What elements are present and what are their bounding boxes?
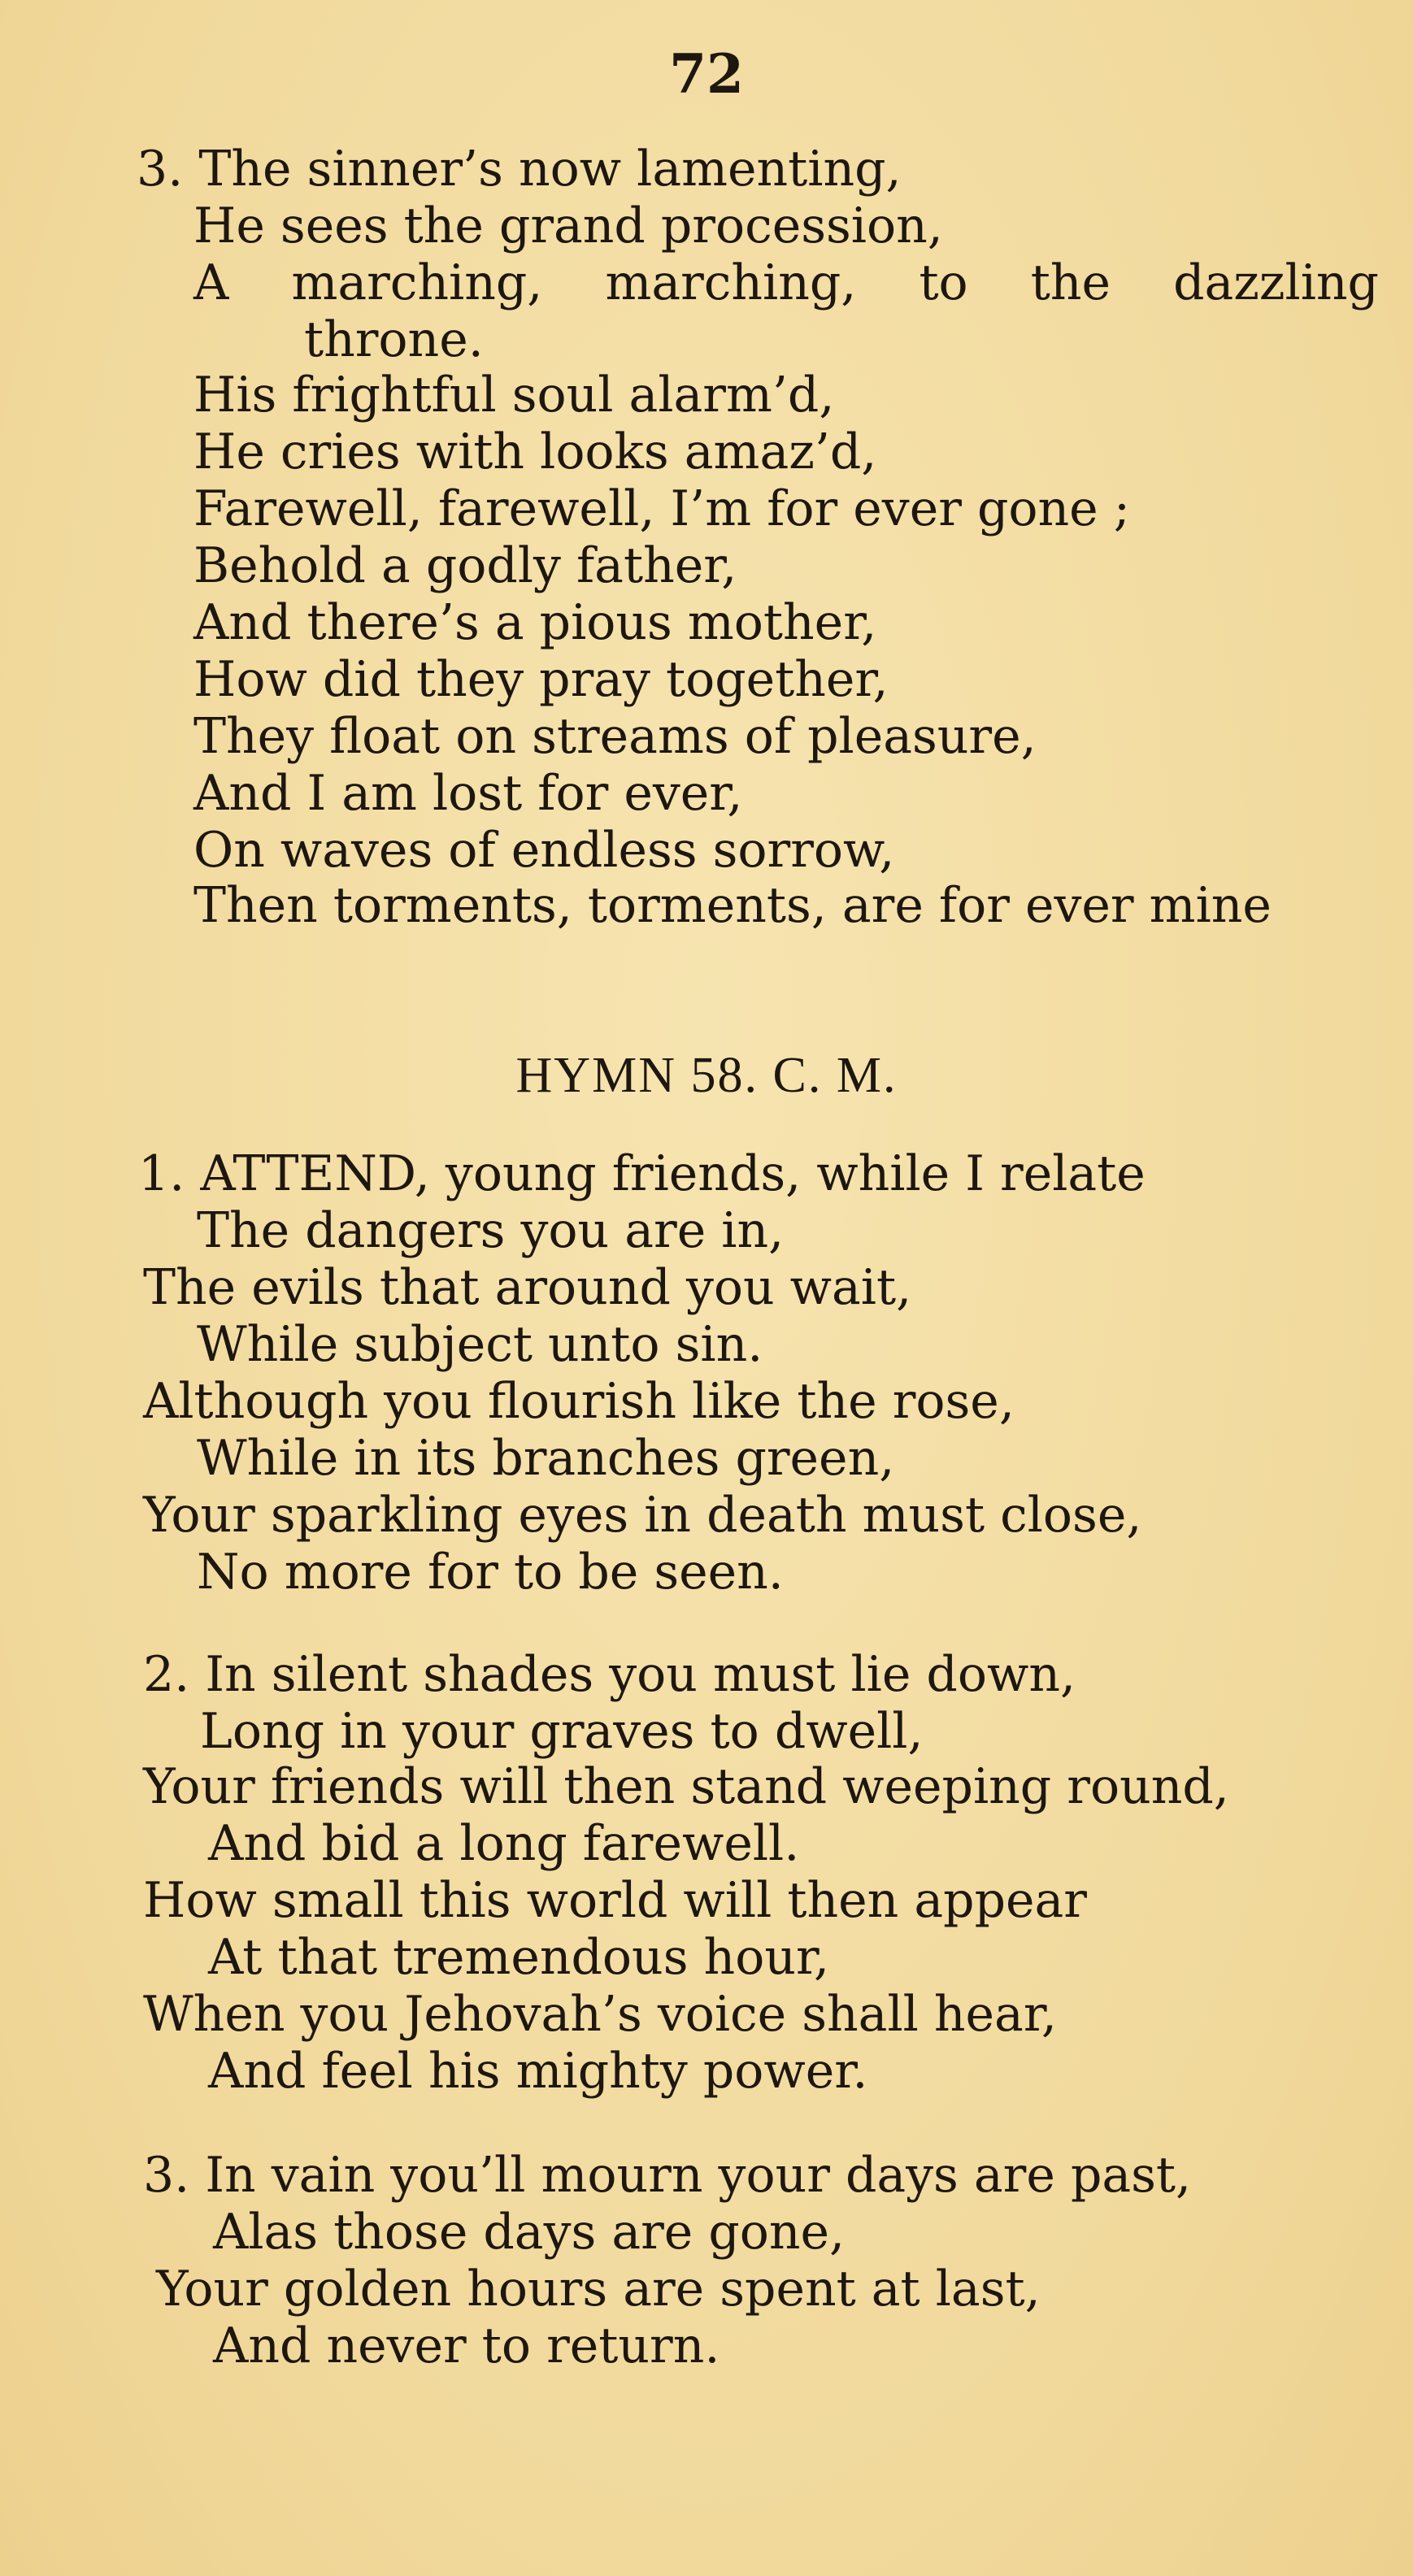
verse-line: And there’s a pious mother,	[193, 594, 877, 651]
verse-line-justified	[193, 254, 1379, 311]
verse-line: He sees the grand procession,	[193, 198, 943, 254]
verse-line: At that tremendous hour,	[208, 1929, 830, 1986]
verse-line: Your sparkling eyes in death must close,	[143, 1487, 1142, 1544]
verse-line: Long in your graves to dwell,	[200, 1703, 924, 1760]
verse-line: No more for to be seen.	[197, 1544, 784, 1601]
word: to	[919, 254, 968, 311]
verse-line: Your golden hours are spent at last,	[156, 2261, 1041, 2318]
verse-line: And bid a long farewell.	[208, 1815, 800, 1872]
verse-line: And I am lost for ever,	[193, 765, 743, 822]
word: the	[1030, 254, 1111, 311]
verse-line: They float on streams of pleasure,	[193, 708, 1037, 765]
word: A	[193, 254, 229, 311]
verse-line: 3. In vain you’ll mourn your days are past,	[143, 2147, 1192, 2204]
verse-line: Farewell, farewell, I’m for ever gone ;	[193, 480, 1130, 537]
verse-line: 2. In silent shades you must lie down,	[143, 1646, 1076, 1703]
verse-line: The dangers you are in,	[197, 1202, 785, 1259]
verse-line: How did they pray together,	[193, 651, 889, 708]
verse-line: He cries with looks amaz’d,	[193, 424, 877, 480]
verse-line: How small this world will then appear	[143, 1872, 1087, 1929]
verse-line: Behold a godly father,	[193, 537, 737, 594]
word: marching,	[291, 254, 543, 311]
verse-line: His frightful soul alarm’d,	[193, 367, 835, 424]
verse-line: 1. ATTEND, young friends, while I relate	[138, 1145, 1146, 1202]
verse-line: Although you flourish like the rose,	[143, 1373, 1015, 1430]
verse-line: throne.	[304, 311, 484, 368]
word: dazzling	[1173, 254, 1379, 311]
page-number: 72	[669, 42, 744, 106]
verse-line: When you Jehovah’s voice shall hear,	[143, 1986, 1057, 2043]
verse-line: Then torments, torments, are for ever mine	[193, 877, 1272, 934]
verse-line: 3. The sinner’s now lamenting,	[137, 141, 902, 198]
verse-line: And feel his mighty power.	[208, 2043, 868, 2100]
hymn-heading: HYMN 58. C. M.	[515, 1048, 898, 1103]
verse-line: Alas those days are gone,	[213, 2204, 846, 2261]
verse-line: On waves of endless sorrow,	[193, 822, 895, 879]
word: marching,	[605, 254, 857, 311]
verse-line: Your friends will then stand weeping round,	[143, 1758, 1229, 1815]
verse-line: While subject unto sin.	[197, 1316, 763, 1373]
verse-line: And never to return.	[213, 2318, 720, 2374]
verse-line: The evils that around you wait,	[143, 1259, 912, 1316]
verse-line: While in its branches green,	[197, 1430, 895, 1487]
